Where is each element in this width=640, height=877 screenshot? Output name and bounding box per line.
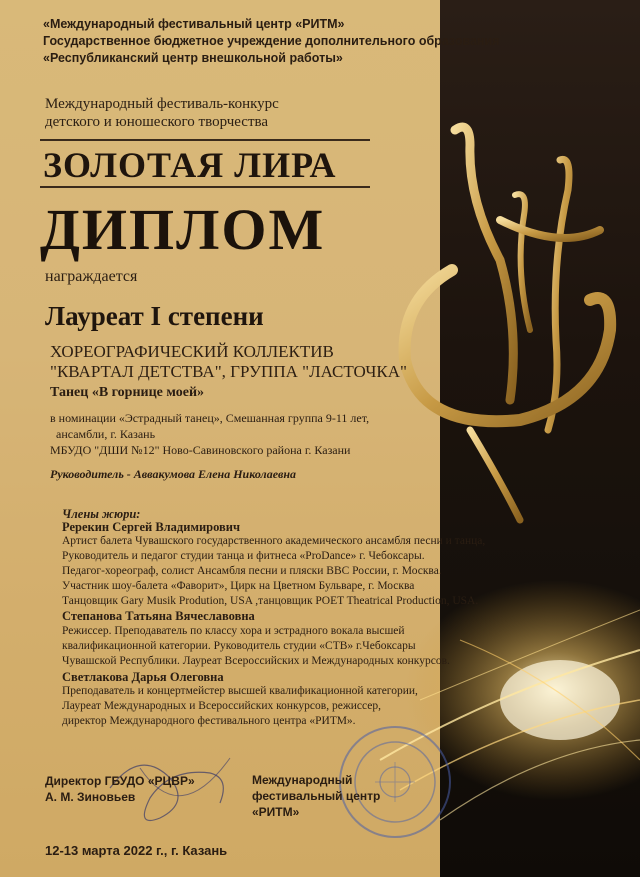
center-line-2: фестивальный центр (252, 789, 381, 803)
jury-member-text: Преподаватель и концертмейстер высшей квалификационной категории, Лауреат Международных и Всероссийских конкурсов, режиссер, директор Международного фестивального центра «РИТМ». (62, 685, 418, 727)
collective-line-2: "КВАРТАЛ ДЕТСТВА", ГРУППА "ЛАСТОЧКА" (50, 362, 407, 381)
center-line-1: Международный (252, 773, 353, 787)
festival-name: ЗОЛОТАЯ ЛИРА (43, 145, 337, 185)
round-stamp (335, 722, 455, 842)
nomination-line-1: в номинации «Эстрадный танец», Смешанная группа 9-11 лет, (50, 411, 370, 425)
jury-member-text: Артист балета Чувашского государственного академического ансамбля песни и танца, Руководитель и педагог студии танца и фитнеса «ProDance» г. Чебоксары. Педагог-хореограф, солист Ансамбля песни и пляски ВВС России, г. Москва. Участник шоу-балета «Фаворит», Цирк на Цветном Бульваре, г. Москва Танцовщик Gary Musik Prodution, USA ,танцовщик POET Theatrical Production, USA. (62, 535, 486, 607)
festival-line-2: детского и юношеского творчества (45, 114, 269, 130)
jury-member-name: Ререкин Сергей Владимирович (62, 520, 241, 534)
festival-line-1: Международный фестиваль-конкурс (45, 96, 279, 112)
event-date: 12-13 марта 2022 г., г. Казань (45, 843, 228, 858)
nomination-line-2: ансамбли, г. Казань (56, 427, 156, 441)
jury-member-name: Степанова Татьяна Вячеславовна (62, 609, 255, 623)
jury-member-text: Режиссер. Преподаватель по классу хора и эстрадного вокала высшей квалификационной категории. Руководитель студии «СТВ» г.Чебоксары Чувашской Республики. Лауреат Всероссийских и Международных конкурсов. (62, 625, 450, 667)
awarded-label: награждается (45, 268, 138, 285)
title-rule-top (40, 139, 370, 141)
header-line-3: «Республиканский центр внешкольной работы» (43, 51, 343, 65)
jury-heading: Члены жюри: (62, 507, 141, 521)
header-line-2: Государственное бюджетное учреждение дополнительного образования (43, 34, 500, 48)
header-line-1: «Международный фестивальный центр «РИТМ» (43, 17, 345, 31)
school-line: МБУДО "ДШИ №12" Ново-Савиновского района г. Казани (50, 443, 351, 457)
signature-scribble (100, 728, 240, 848)
director-name: А. М. Зиновьев (45, 790, 136, 804)
jury-member-name: Светлакова Дарья Олеговна (62, 670, 224, 684)
leader-line: Руководитель - Аввакумова Елена Николаевна (50, 467, 297, 481)
title-rule-bottom (40, 186, 370, 188)
diploma-title: ДИПЛОМ (40, 197, 326, 262)
collective-line-1: ХОРЕОГРАФИЧЕСКИЙ КОЛЛЕКТИВ (50, 342, 334, 361)
center-line-3: «РИТМ» (252, 805, 300, 819)
rank-title: Лауреат I степени (45, 301, 264, 331)
dance-title: Танец «В горнице моей» (50, 385, 205, 400)
director-title: Директор ГБУДО «РЦВР» (45, 774, 195, 788)
